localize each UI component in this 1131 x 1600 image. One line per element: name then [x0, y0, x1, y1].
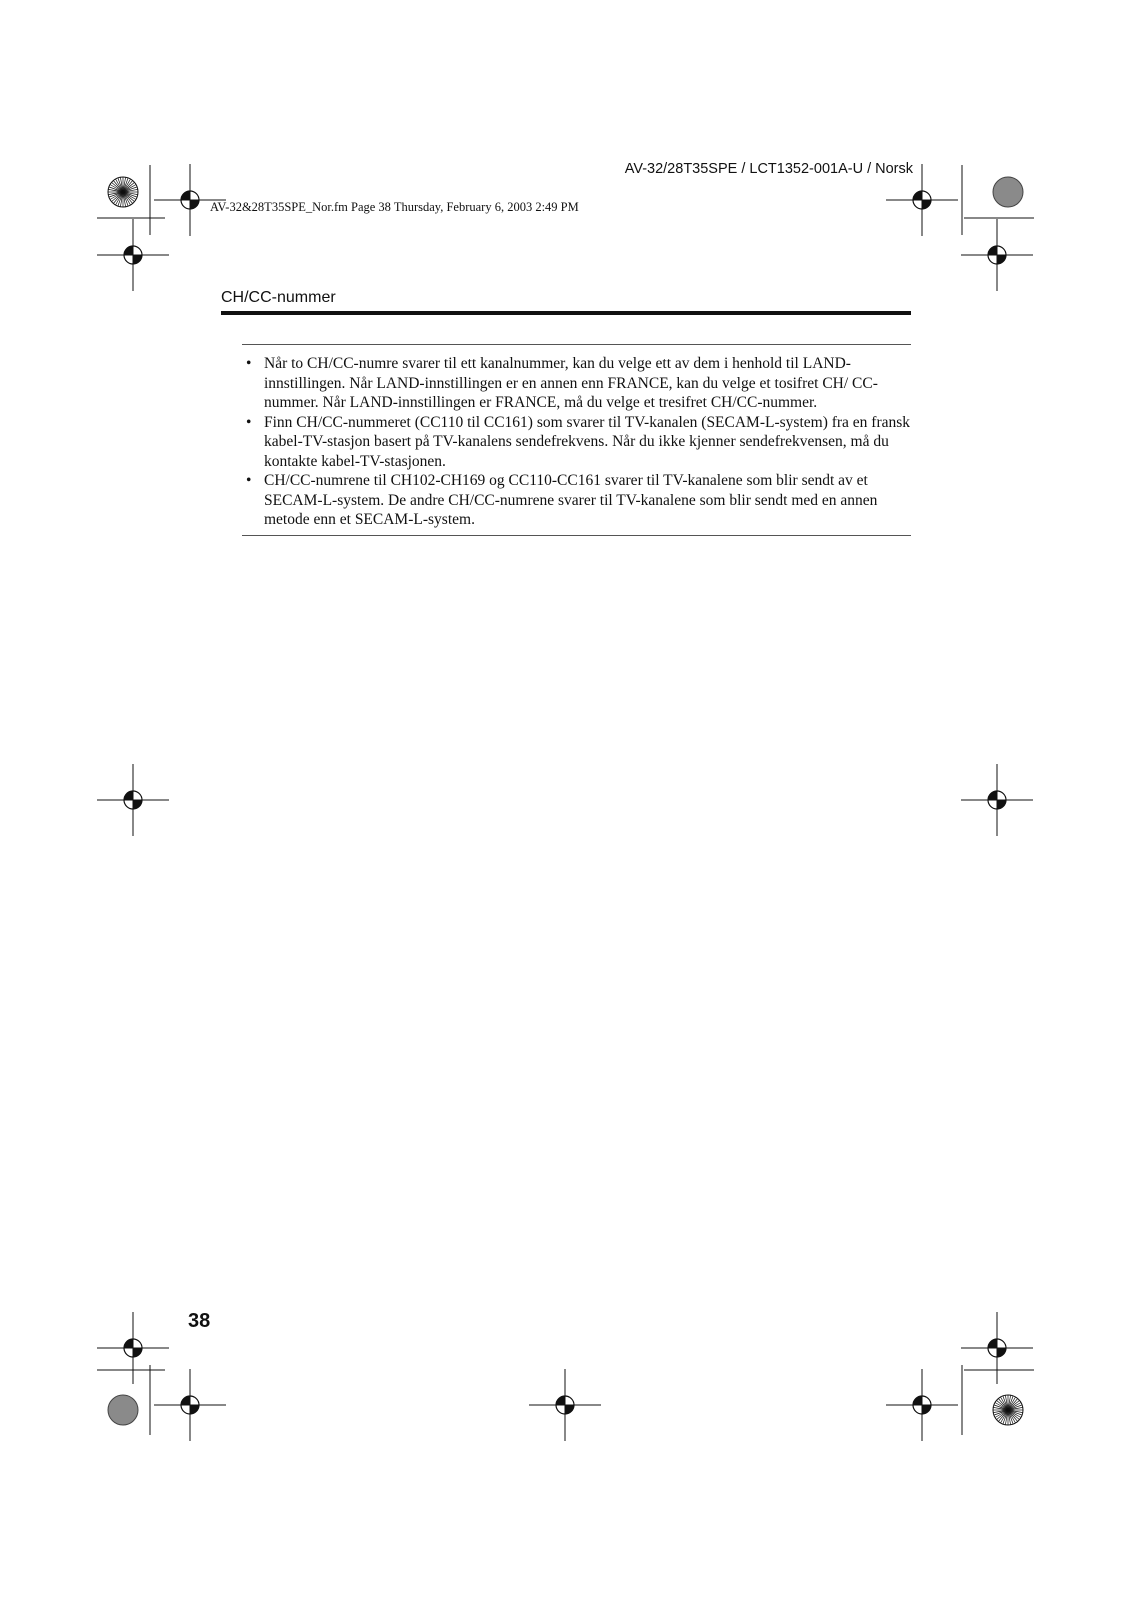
registration-target-icon — [154, 1369, 226, 1441]
registration-target-icon — [886, 1369, 958, 1441]
bullet: • — [246, 413, 252, 431]
registration-target-icon — [961, 1312, 1033, 1384]
bullet: • — [246, 472, 252, 489]
section-title: CH/CC-nummer — [221, 289, 336, 306]
grey-disc-icon — [993, 177, 1023, 207]
note-item — [242, 354, 911, 413]
note-text: CH/CC-numrene til CH102-CH169 og CC110-CC161 svarer til TV-kanalene som blir sendt av et SECAM-L-system. De andre CH/CC-numrene svarer til TV-kanalene som blir sendt med en annen metode enn et SECAM-L-system. — [264, 472, 878, 528]
note-item — [242, 471, 911, 530]
file-info-line: AV-32&28T35SPE_Nor.fm Page 38 Thursday, February 6, 2003 2:49 PM — [210, 200, 579, 214]
registration-target-icon — [961, 764, 1033, 836]
registration-target-icon — [529, 1369, 601, 1441]
title-rule — [221, 311, 911, 315]
notes-list — [242, 354, 911, 530]
registration-target-icon — [97, 219, 169, 291]
note-text: Finn CH/CC-nummeret (CC110 til CC161) som svarer til TV-kanalen (SECAM-L-system) fra en fransk kabel-TV-stasjon basert på TV-kanalens sendefrekvens. Når du ikke kjenner sendefrekvensen, må du kontakte kabel-TV-stasjonen. — [264, 413, 911, 470]
page-number: 38 — [188, 1310, 211, 1332]
registration-target-icon — [97, 1312, 169, 1384]
starburst-disc-icon — [993, 1395, 1023, 1425]
bullet: • — [246, 355, 252, 372]
starburst-disc-icon — [108, 177, 138, 207]
registration-target-icon — [961, 219, 1033, 291]
note-text: Når to CH/CC-numre svarer til ett kanalnummer, kan du velge ett av dem i henhold til LAND-innstillingen. Når LAND-innstillingen er en annen enn FRANCE, kan du velge et tosifret CH/ CC-nummer. Når LAND-innstillingen er FRANCE, må du velge et tresifret CH/CC-nummer. — [264, 355, 878, 411]
notes-box — [242, 344, 911, 536]
document-code: AV-32/28T35SPE / LCT1352-001A-U / Norsk — [624, 161, 913, 177]
registration-target-icon — [97, 764, 169, 836]
grey-disc-icon — [108, 1395, 138, 1425]
note-item — [242, 413, 911, 472]
